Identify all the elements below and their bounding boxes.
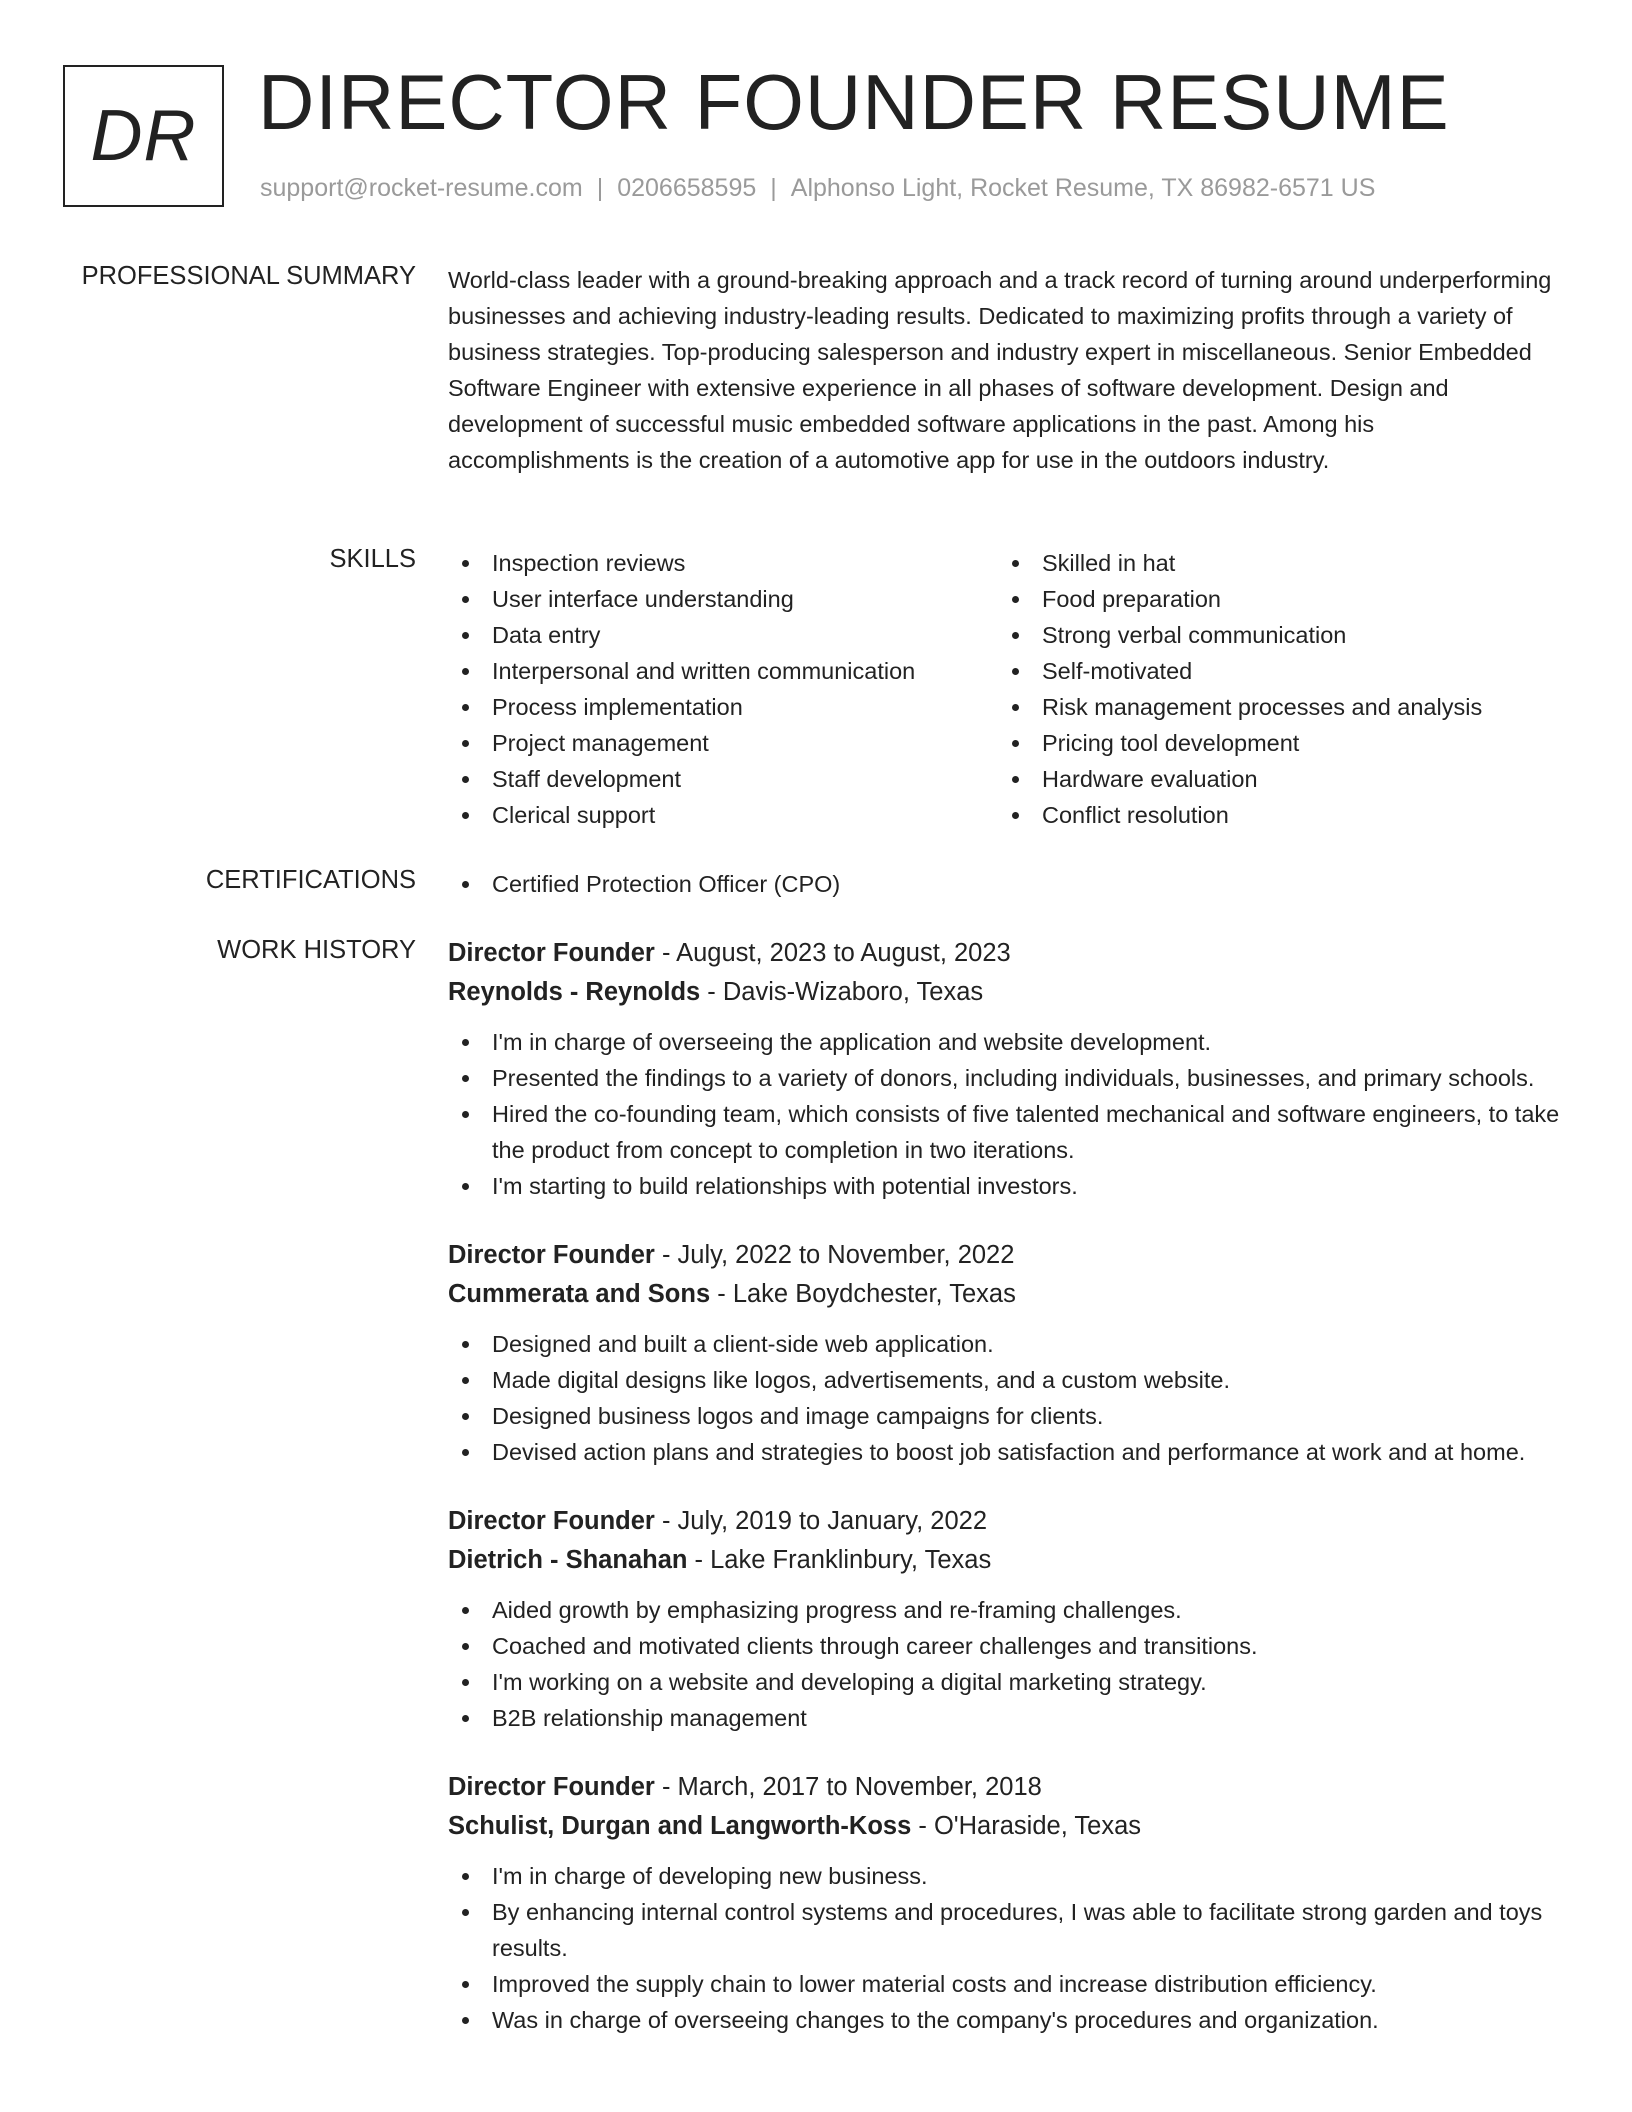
contact-separator: | xyxy=(770,174,777,202)
contact-phone: 0206658595 xyxy=(617,174,757,202)
job-location: - O'Haraside, Texas xyxy=(911,1812,1142,1840)
list-item: Data entry xyxy=(448,617,998,653)
list-item: Designed and built a client-side web application. xyxy=(448,1326,1560,1362)
job-title-line xyxy=(448,934,1560,973)
list-item: Was in charge of overseeing changes to the company's procedures and organization. xyxy=(448,2002,1560,2038)
contact-line xyxy=(260,174,1375,203)
list-item: I'm in charge of overseeing the application and website development. xyxy=(448,1024,1560,1060)
list-item: I'm working on a website and developing a digital marketing strategy. xyxy=(448,1664,1560,1700)
list-item: Strong verbal communication xyxy=(998,617,1548,653)
list-item: Made digital designs like logos, advertisements, and a custom website. xyxy=(448,1362,1560,1398)
job-entry xyxy=(448,1768,1560,2038)
work-history-body xyxy=(448,934,1560,2070)
work-history-heading: WORK HISTORY xyxy=(217,936,416,964)
job-location: - Lake Franklinbury, Texas xyxy=(687,1546,992,1574)
list-item: Risk management processes and analysis xyxy=(998,689,1548,725)
job-bullets xyxy=(448,1858,1560,2038)
job-company: Cummerata and Sons xyxy=(448,1280,711,1308)
list-item: Certified Protection Officer (CPO) xyxy=(448,866,1560,902)
job-role: Director Founder xyxy=(448,939,655,967)
list-item: B2B relationship management xyxy=(448,1700,1560,1736)
list-item: Improved the supply chain to lower material costs and increase distribution efficiency. xyxy=(448,1966,1560,2002)
job-dates: - July, 2022 to November, 2022 xyxy=(654,1241,1015,1269)
job-dates: - July, 2019 to January, 2022 xyxy=(654,1507,988,1535)
list-item: Presented the findings to a variety of donors, including individuals, businesses, and primary schools. xyxy=(448,1060,1560,1096)
contact-separator: | xyxy=(596,174,604,202)
list-item: Pricing tool development xyxy=(998,725,1548,761)
job-role: Director Founder xyxy=(448,1241,655,1269)
list-item: Staff development xyxy=(448,761,998,797)
contact-email: support@rocket-resume.com xyxy=(260,174,583,202)
list-item: Inspection reviews xyxy=(448,545,998,581)
list-item: I'm in charge of developing new business. xyxy=(448,1858,1560,1894)
job-title-line xyxy=(448,1236,1560,1275)
list-item: Project management xyxy=(448,725,998,761)
list-item: Self-motivated xyxy=(998,653,1548,689)
job-title-line xyxy=(448,1768,1560,1807)
skills-body xyxy=(448,545,1560,833)
list-item: Designed business logos and image campaigns for clients. xyxy=(448,1398,1560,1434)
job-company: Reynolds - Reynolds xyxy=(448,978,701,1006)
list-item: Hardware evaluation xyxy=(998,761,1548,797)
job-company-line xyxy=(448,1807,1560,1846)
job-entry xyxy=(448,934,1560,1204)
skills-column-right xyxy=(998,545,1548,833)
list-item: I'm starting to build relationships with potential investors. xyxy=(448,1168,1560,1204)
job-role: Director Founder xyxy=(448,1773,655,1801)
job-entry xyxy=(448,1236,1560,1470)
list-item: Hired the co-founding team, which consists of five talented mechanical and software engineers, to take the product from concept to completion in two iterations. xyxy=(448,1096,1560,1168)
job-title-line xyxy=(448,1502,1560,1541)
job-dates: - August, 2023 to August, 2023 xyxy=(654,939,1011,967)
summary-heading: PROFESSIONAL SUMMARY xyxy=(81,262,416,290)
summary-text: World-class leader with a ground-breaking approach and a track record of turning around underperforming businesses and achieving industry-leading results. Dedicated to maximizing profits through a variety of business strategies. Top-producing salesperson and industry expert in miscellaneous. Senior Embedded Software Engineer with extensive experience in all phases of software development. Design and development of successful music embedded software applications in the past. Among his accomplishments is the creation of a automotive app for use in the outdoors industry. xyxy=(448,267,1552,473)
list-item: Coached and motivated clients through career challenges and transitions. xyxy=(448,1628,1560,1664)
page-title: DIRECTOR FOUNDER RESUME xyxy=(258,58,1450,146)
list-item: Conflict resolution xyxy=(998,797,1548,833)
certifications-list xyxy=(448,866,1560,902)
list-item: Aided growth by emphasizing progress and re-framing challenges. xyxy=(448,1592,1560,1628)
list-item: Process implementation xyxy=(448,689,998,725)
certifications-heading: CERTIFICATIONS xyxy=(205,866,416,894)
list-item: Clerical support xyxy=(448,797,998,833)
list-item: By enhancing internal control systems and procedures, I was able to facilitate strong garden and toys results. xyxy=(448,1894,1560,1966)
job-company-line xyxy=(448,973,1560,1012)
job-entry xyxy=(448,1502,1560,1736)
list-item: Food preparation xyxy=(998,581,1548,617)
skills-list-right xyxy=(998,545,1548,833)
job-bullets xyxy=(448,1024,1560,1204)
monogram-badge: DR xyxy=(63,65,224,207)
list-item: User interface understanding xyxy=(448,581,998,617)
job-company: Dietrich - Shanahan xyxy=(448,1546,688,1574)
skills-column-left xyxy=(448,545,998,833)
list-item: Skilled in hat xyxy=(998,545,1548,581)
job-bullets xyxy=(448,1592,1560,1736)
contact-address: Alphonso Light, Rocket Resume, TX 86982-6571 US xyxy=(790,174,1376,202)
summary-body xyxy=(448,262,1560,478)
job-role: Director Founder xyxy=(448,1507,655,1535)
list-item: Interpersonal and written communication xyxy=(448,653,998,689)
job-company-line xyxy=(448,1275,1560,1314)
job-location: - Davis-Wizaboro, Texas xyxy=(700,978,984,1006)
job-location: - Lake Boydchester, Texas xyxy=(710,1280,1016,1308)
job-dates: - March, 2017 to November, 2018 xyxy=(654,1773,1042,1801)
job-company: Schulist, Durgan and Langworth-Koss xyxy=(448,1812,912,1840)
job-company-line xyxy=(448,1541,1560,1580)
skills-heading: SKILLS xyxy=(329,545,416,573)
list-item: Devised action plans and strategies to boost job satisfaction and performance at work and at home. xyxy=(448,1434,1560,1470)
certifications-body xyxy=(448,866,1560,902)
skills-list-left xyxy=(448,545,998,833)
job-bullets xyxy=(448,1326,1560,1470)
